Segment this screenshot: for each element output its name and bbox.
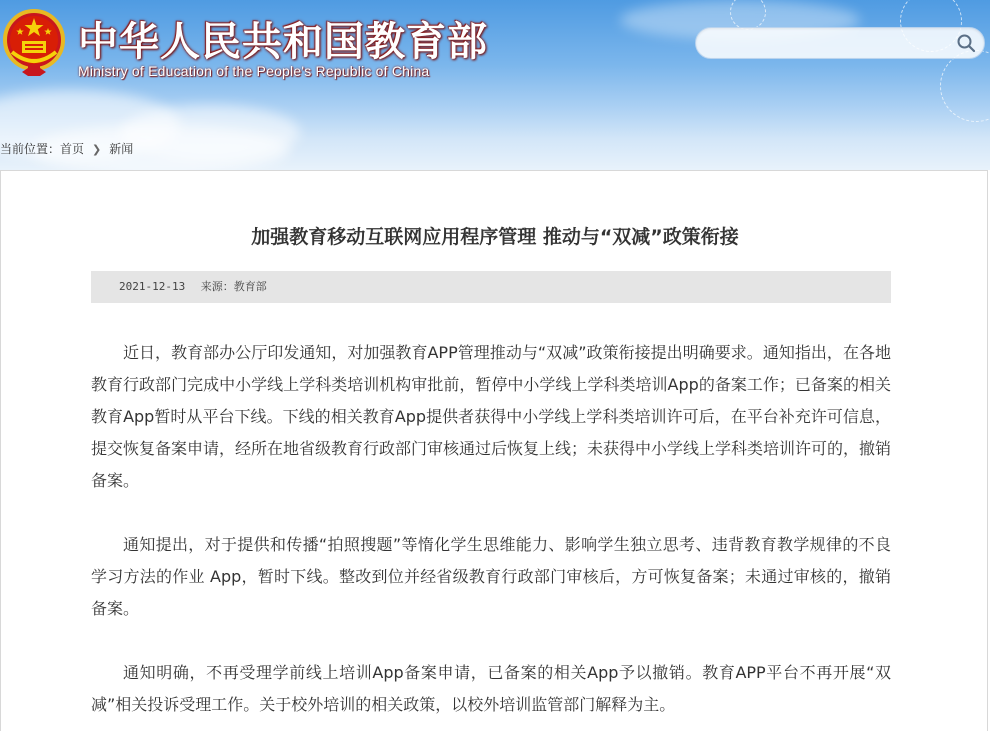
article-title: 加强教育移动互联网应用程序管理 推动与“双减”政策衔接	[251, 226, 739, 248]
article-paragraph: 近日，教育部办公厅印发通知，对加强教育APP管理推动与“双减”政策衔接提出明确要求。通知指出，在各地教育行政部门完成中小学线上学科类培训机构审批前，暂停中小学线上学科类培训App的备案工作；已备案的相关教育App暂时从平台下线。下线的相关教育App提供者获得中小学线上学科类培训许可后，在平台补充许可信息，提交恢复备案申请，经所在地省级教育行政部门审核通过后恢复上线；未获得中小学线上学科类培训许可的，撤销备案。	[91, 343, 892, 490]
article-meta-bar	[91, 271, 891, 303]
dandelion-decoration	[940, 50, 990, 122]
breadcrumb-home-link[interactable]: 首页	[60, 142, 85, 156]
article-date: 2021-12-13	[119, 280, 186, 293]
site-title: 中华人民共和国教育部	[78, 19, 488, 65]
chevron-right-icon: ❯	[92, 143, 102, 156]
site-header	[0, 0, 990, 170]
breadcrumb-label: 当前位置：	[0, 142, 61, 156]
search-box	[695, 27, 985, 59]
search-icon[interactable]	[956, 33, 976, 53]
search-input[interactable]	[710, 32, 950, 54]
article-paragraph: 通知提出，对于提供和传播“拍照搜题”等惰化学生思维能力、影响学生独立思考、违背教育教学规律的不良学习方法的作业 App，暂时下线。整改到位并经省级教育行政部门审核后，方可恢复备案；未通过审核的，撤销备案。	[91, 535, 891, 618]
article-body	[91, 337, 891, 753]
breadcrumb	[0, 140, 133, 157]
breadcrumb-news-link[interactable]: 新闻	[109, 142, 134, 156]
site-subtitle-english: Ministry of Education of the People's Republic of China	[78, 63, 430, 79]
national-emblem-icon	[2, 8, 66, 80]
article-source: 来源：教育部	[200, 280, 267, 293]
article-paragraph: 通知明确，不再受理学前线上培训App备案申请，已备案的相关App予以撤销。教育APP平台不再开展“双减”相关投诉受理工作。关于校外培训的相关政策，以校外培训监管部门解释为主。	[91, 663, 891, 714]
